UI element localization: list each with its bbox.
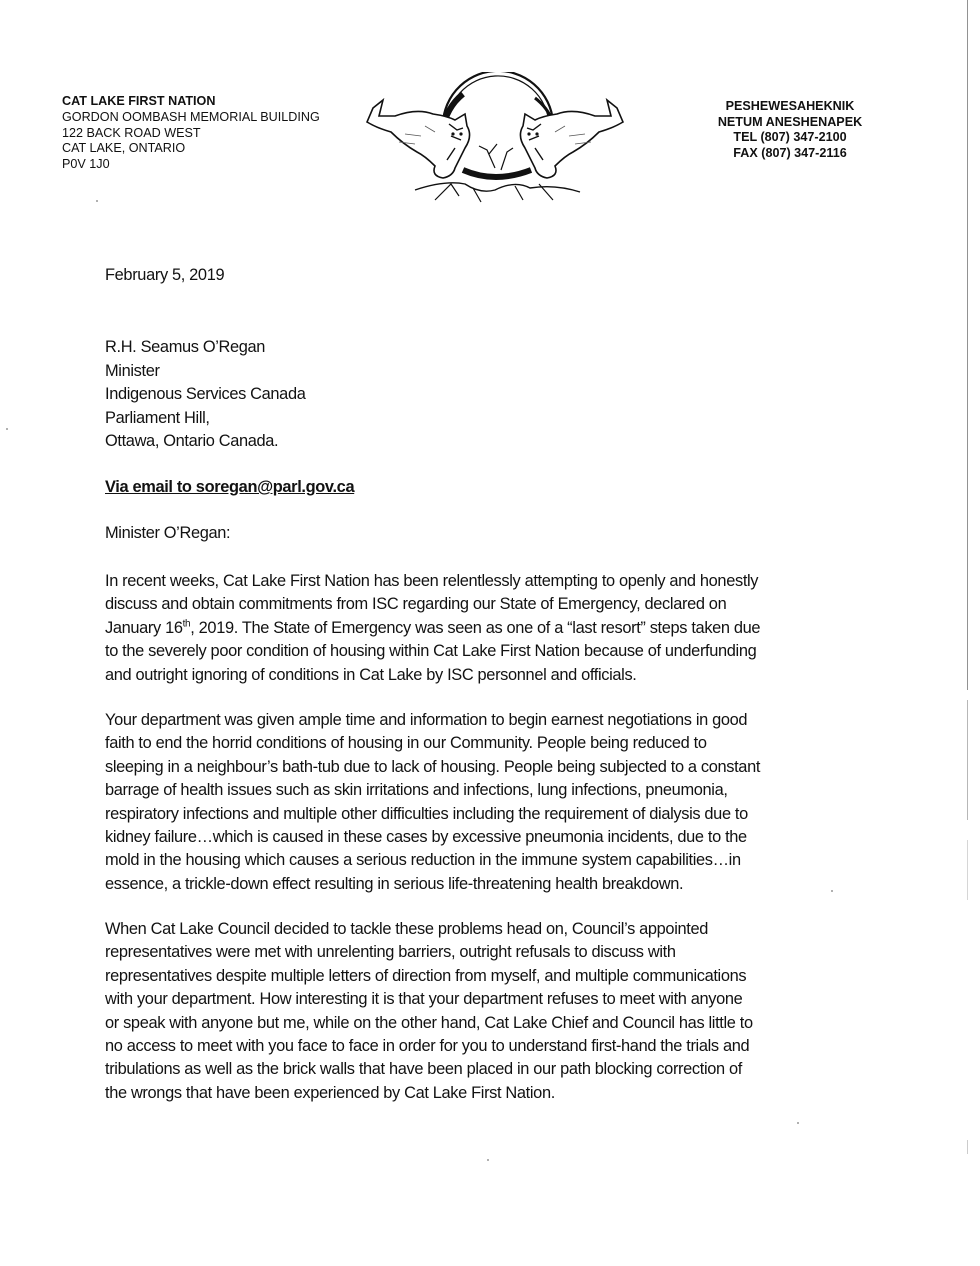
paragraph-line: to the severely poor condition of housing within Cat Lake First Nation because of underfunding [105, 642, 757, 661]
recipient-title: Minister [105, 361, 160, 380]
paragraph-line [105, 617, 865, 640]
building-name: GORDON OOMBASH MEMORIAL BUILDING [62, 109, 320, 124]
two-lynx-emblem-icon [355, 72, 635, 208]
paragraph-line: no access to meet with you face to face in order for you to understand first-hand the trials and [105, 1037, 750, 1056]
paragraph-line: In recent weeks, Cat Lake First Nation has been relentlessly attempting to openly and honestly [105, 572, 759, 590]
scan-edge-line [967, 840, 968, 900]
native-name-line-2: NETUM ANESHENAPEK [717, 114, 863, 129]
paragraph-line: and outright ignoring of conditions in Cat Lake by ISC personnel and officials. [105, 665, 637, 684]
fax-number: FAX (807) 347-2116 [733, 145, 847, 160]
paragraph-1 [105, 570, 865, 687]
telephone-number: TEL (807) 347-2100 [733, 130, 847, 145]
paragraph-line: discuss and obtain commitments from ISC regarding our State of Emergency, declared on [105, 595, 727, 614]
paragraph-line: sleeping in a neighbour’s bath-tub due to lack of housing. People being subjected to a constant [105, 757, 761, 776]
scan-speck [96, 200, 98, 202]
organization-name: CAT LAKE FIRST NATION [62, 94, 216, 108]
paragraph-line: representatives despite multiple letters of direction from myself, and multiple communications [105, 966, 747, 985]
scan-speck [797, 1122, 799, 1124]
recipient-address [105, 336, 305, 454]
recipient-name: R.H. Seamus O’Regan [105, 338, 266, 356]
paragraph-line: faith to end the horrid conditions of housing in our Community. People being reduced to [105, 734, 707, 753]
scan-speck [487, 1159, 489, 1161]
scan-edge-line [967, 1140, 968, 1154]
paragraph-line: respiratory infections and multiple other difficulties including the requirement of dialysis due to [105, 804, 748, 823]
city-province: CAT LAKE, ONTARIO [62, 141, 186, 156]
scan-edge-line [967, 700, 968, 820]
paragraph-line: tribulations as well as the brick walls that have been placed in our path blocking correction of [105, 1060, 742, 1079]
paragraph-line: essence, a trickle-down effect resulting in serious life-threatening health breakdown. [105, 874, 684, 893]
paragraph-line: representatives were met with unrelenting barriers, outright refusals to discuss with [105, 943, 676, 962]
paragraph-line: or speak with anyone but me, while on the other hand, Cat Lake Chief and Council has little to [105, 1013, 753, 1032]
scan-edge-line [967, 0, 968, 690]
recipient-street: Parliament Hill, [105, 408, 210, 427]
salutation: Minister O’Regan: [105, 524, 231, 542]
recipient-department: Indigenous Services Canada [105, 385, 306, 404]
postal-code: P0V 1J0 [62, 157, 110, 172]
letter-date: February 5, 2019 [105, 266, 225, 284]
letterhead-contact [705, 99, 875, 161]
via-email-line: Via email to soregan@parl.gov.ca [105, 478, 355, 496]
paragraph-line: barrage of health issues such as skin irritations and infections, lung infections, pneumonia, [105, 781, 728, 800]
letterhead-address [62, 94, 320, 173]
recipient-city: Ottawa, Ontario Canada. [105, 432, 279, 451]
paragraph-line: mold in the housing which causes a serious reduction in the immune system capabilities…in [105, 851, 741, 870]
paragraph-line: the wrongs that have been experienced by Cat Lake First Nation. [105, 1083, 555, 1102]
paragraph-3 [105, 918, 865, 1105]
scan-speck [6, 428, 8, 430]
native-name-line-1: PESHEWESAHEKNIK [725, 99, 855, 113]
line-text: , 2019. The State of Emergency was seen as one of a “last resort” steps taken due [190, 618, 761, 637]
date-text: January 16 [105, 618, 183, 637]
ordinal-suffix: th [182, 618, 191, 630]
paragraph-line: kidney failure…which is caused in these cases by excessive pneumonia incidents, due to the [105, 828, 747, 847]
paragraph-line: When Cat Lake Council decided to tackle these problems head on, Council’s appointed [105, 920, 708, 938]
paragraph-line: Your department was given ample time and information to begin earnest negotiations in good [105, 711, 748, 729]
paragraph-2 [105, 709, 865, 896]
street-address: 122 BACK ROAD WEST [62, 125, 201, 140]
scan-speck [831, 890, 833, 892]
paragraph-line: with your department. How interesting it is that your department refuses to meet with anyone [105, 990, 743, 1009]
